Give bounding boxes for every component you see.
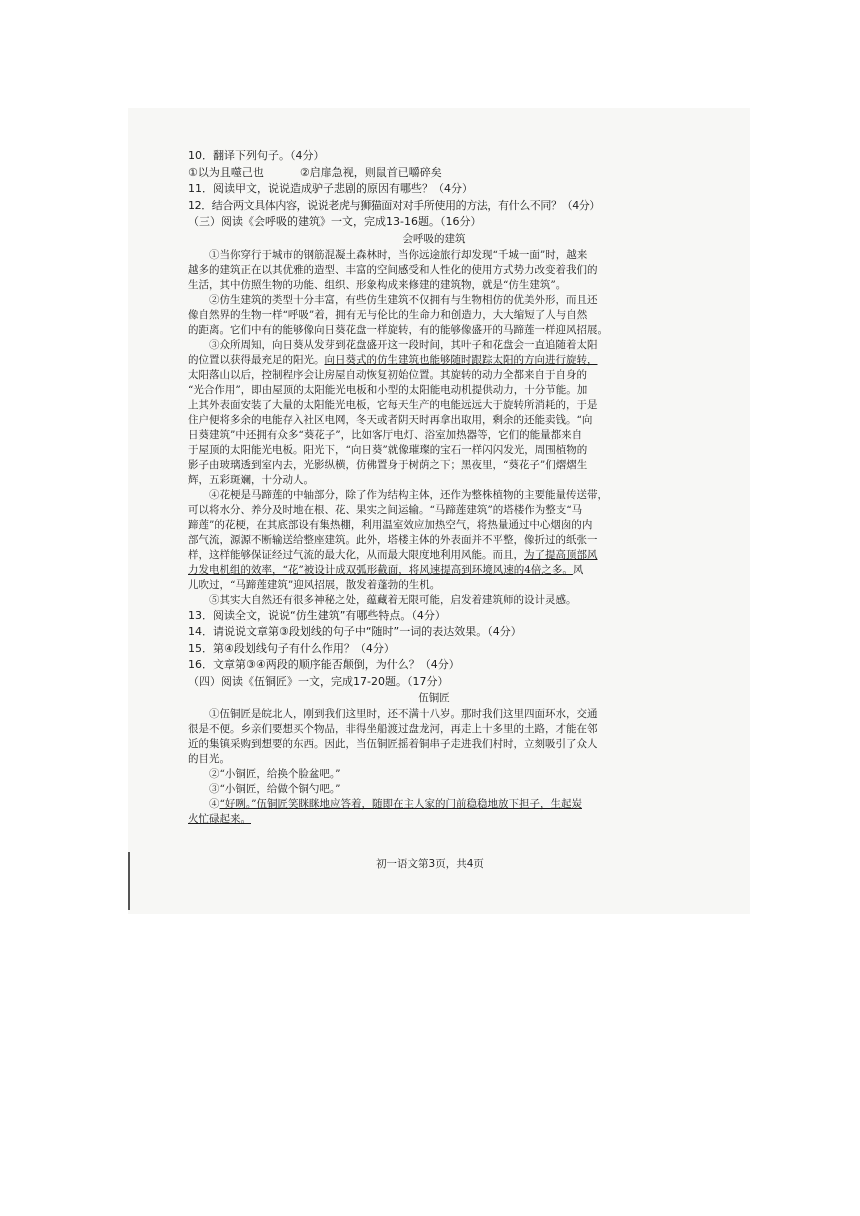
s4-paragraph-4: ④“好咧。”伍铜匠笑眯眯地应答着，随即在主人家的门前稳稳地放下担子，生起炭 [209,798,582,810]
underlined-sentence-p3: 向日葵式的仿生建筑也能够随时跟踪太阳的方向进行旋转， [324,353,598,366]
q10-sentence-2: ②启扉急视，则鼠首已嚼碎矣 [299,165,442,179]
s4-paragraph-2: ②“小铜匠，给换个脸盆吧。” [209,768,341,780]
s3-paragraph-3: ③众所周知，向日葵从发芽到花盘盛开这一段时间，其叶子和花盘会一直追随着太阳 的位置以获得最充足的阳光。向日葵式的仿生建筑也能够随时跟踪太阳的方向进行旋转， 太阳落山以后，控制程序会让房屋自动恢复初始位置。其旋转的动力全都来自于自身的 “光合作用”，即由屋顶的太阳能光电板和小型的太阳能电动机提供动力，十分节能。加 上其外表面安装了大量的太阳能光电板，它每天生产的电能远远大于旋转所消耗的，于是 住户便将多余的电能存入社区电网，冬天或者阴天时再拿出取用，剩余的还能卖钱。“向 日葵建筑”中还拥有众多“葵花子”，比如客厅电灯、浴室加热器等，它们的能量都来自 于屋顶的太阳能光电板。阳光下，“向日葵”就像璀璨的宝石一样闪闪发光，周围植物的 影子由玻璃透到室内去，光影纵横，仿佛置身于树荫之下；黑夜里，“葵花子”们熠熠生 辉，五彩斑斓，十分动人。 [188,338,598,486]
section-3-heading: （三）阅读《会呼吸的建筑》一文，完成13-16题。（16分） [188,215,482,228]
question-10: 10．翻译下列句子。（4分） [188,149,325,162]
underlined-sentence-p4-b: 力发电机组的效率，“花”被设计成双弧形截面，将风速提高到环境风速的4倍之多。 [188,563,573,576]
underlined-sentence-s4: “好咧。”伍铜匠笑眯眯地应答着，随即在主人家的门前稳稳地放下担子，生起炭 [219,798,582,810]
section-4-heading: （四）阅读《伍铜匠》一文，完成17-20题。（17分） [188,674,449,688]
q10-sentence-1: ①以为且噬己也 [188,165,264,179]
question-11: 11．阅读甲文，说说造成驴子悲剧的原因有哪些？（4分） [188,182,473,195]
s4-paragraph-1: ①伍铜匠是皖北人，刚到我们这里时，还不满十八岁。那时我们这里四面环水，交通 很是不便。乡亲们要想买个物品，非得坐船渡过盘龙河，再走上十多里的土路，才能在邻 近的集镇采购到想要的东西。因此，当伍铜匠摇着铜串子走进我们村时，立刻吸引了众人 的目光。 [188,708,598,765]
s4-paragraph-3: ③“小铜匠，给做个铜勺吧。” [209,783,341,795]
s3-paragraph-5: ⑤其实大自然还有很多神秘之处，蕴藏着无限可能，启发着建筑师的设计灵感。 [209,593,577,606]
section-4-title: 伍铜匠 [418,692,450,704]
s3-paragraph-4: ④花梗是马蹄莲的中轴部分，除了作为结构主体，还作为整株植物的主要能量传送带， 可以将水分、养分及时地在根、花、果实之间运输。“马蹄莲建筑”的塔楼作为整支“马 蹄莲”的花梗，在其底部设有集热棚，利用温室效应加热空气，将热量通过中心烟囱的内 部气流，源源不断输送给整座建筑。此外，塔楼主体的外表面并不平整，像折过的纸张一 样，这样能够保证经过气流的最大化，从而最大限度地利用风能。而且，为了提高顶部风 力发电机组的效率，“花”被设计成双弧形截面，将风速提高到环境风速的4倍之多。风 儿吹过，“马蹄莲建筑”迎风招展，散发着蓬勃的生机。 [188,488,608,591]
question-15: 15．第④段划线句子有什么作用？（4分） [188,641,395,655]
question-12: 12．结合两文具体内容，说说老虎与狮猫面对对手所使用的方法，有什么不同？（4分） [188,198,600,212]
question-10-sentences [188,165,680,182]
page-footer: 初一语文第3页，共4页 [376,858,484,870]
s4-paragraph-4-cont: 火忙碌起来。 [188,813,251,825]
question-16: 16．文章第③④两段的顺序能否颠倒，为什么？（4分） [188,658,460,671]
s3-paragraph-2: ②仿生建筑的类型十分丰富，有些仿生建筑不仅拥有与生物相仿的优美外形，而且还 像自然界的生物一样“呼吸”着，拥有无与伦比的生命力和创造力，大大缩短了人与自然 的距离。它们中有的能够像向日葵花盘一样旋转，有的能够像盛开的马蹄莲一样迎风招展。 [188,293,608,336]
underlined-sentence-p4-a: 为了提高顶部风 [524,548,598,561]
s3-paragraph-1: ①当你穿行于城市的钢筋混凝土森林时，当你远途旅行却发现“千城一面”时，越来 越多的建筑正在以其优雅的造型、丰富的空间感受和人性化的使用方式势力改变着我们的 生活，其中仿照生物的功能、组织、形象构成来修建的建筑物，就是“仿生建筑”。 [188,248,598,291]
exam-page-content [188,148,680,827]
section-3-title: 会呼吸的建筑 [402,232,466,245]
question-14: 14．请说说文章第③段划线的句子中“随时”一词的表达效果。（4分） [188,625,522,638]
question-13: 13．阅读全文，说说“仿生建筑”有哪些特点。（4分） [188,608,446,622]
